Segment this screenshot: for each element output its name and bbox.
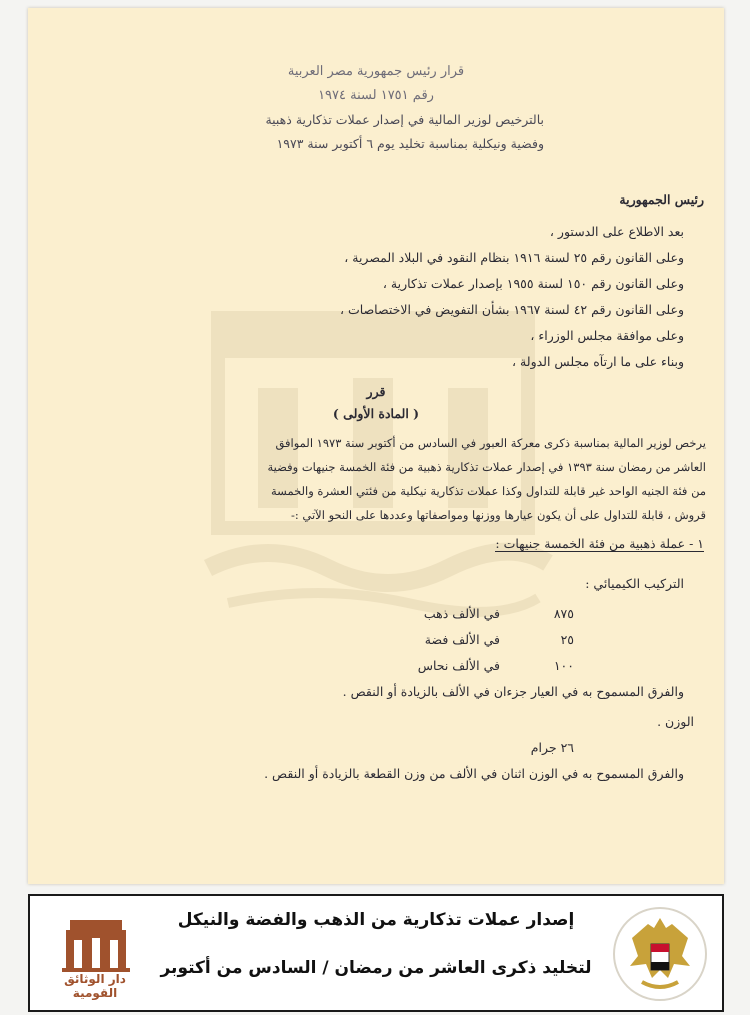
- preamble-line: وبناء على ما ارتآه مجلس الدولة ،: [512, 354, 684, 369]
- preamble-line: وعلى القانون رقم ٤٢ لسنة ١٩٦٧ بشأن التفويض في الاختصاصات ،: [339, 302, 684, 317]
- composition-text: في الألف فضة: [424, 632, 501, 647]
- tolerance-text: والفرق المسموح به في العيار جزءان في الألف بالزيادة أو النقص .: [342, 684, 684, 699]
- weight-label: الوزن .: [657, 714, 694, 729]
- composition-row: [28, 658, 574, 673]
- decree-subject-line2: وفضية ونيكلية بمناسبة تخليد يوم ٦ أكتوبر سنة ١٩٧٣: [276, 136, 544, 151]
- archive-name: دار الوثائق القومية: [64, 972, 126, 1000]
- decision-heading: قرر: [366, 384, 386, 399]
- composition-text: في الألف ذهب: [423, 606, 501, 621]
- composition-row: [28, 606, 574, 621]
- preamble-line: وعلى القانون رقم ٢٥ لسنة ١٩١٦ بنظام النقود في البلاد المصرية ،: [344, 250, 684, 265]
- article-line: يرخص لوزير المالية بمناسبة ذكرى معركة العبور في السادس من أكتوبر سنة ١٩٧٣ الموافق: [275, 436, 706, 450]
- article-line: العاشر من رمضان سنة ١٣٩٣ في إصدار عملات تذكارية ذهبية من فئة الخمسة جنيهات وفضية: [267, 460, 706, 474]
- decree-issuer: قرار رئيس جمهورية مصر العربية: [287, 64, 465, 79]
- article-line: قروش ، قابلة للتداول على أن يكون عيارها ووزنها ومواصفاتها وعددها على النحو الآتي :-: [290, 508, 706, 522]
- gold-coin-heading: ١ - عملة ذهبية من فئة الخمسة جنيهات :: [495, 536, 704, 551]
- composition-value: ٨٧٥: [553, 606, 574, 621]
- preamble-line: بعد الاطلاع على الدستور ،: [549, 224, 684, 239]
- composition-text: في الألف نحاس: [417, 658, 501, 673]
- document-page: [28, 8, 724, 884]
- weight-tolerance: والفرق المسموح به في الوزن اثنان في الألف من وزن القطعة بالزيادة أو النقص .: [264, 766, 684, 781]
- president-heading: رئيس الجمهورية: [619, 192, 704, 207]
- item-heading: [28, 536, 704, 551]
- composition-value: ١٠٠: [553, 658, 574, 673]
- article-line: من فئة الجنيه الواحد غير قابلة للتداول وكذا عملات تذكارية نيكلية من فئتي العشرة والخمسة: [271, 484, 706, 498]
- egypt-eagle-emblem-icon: [608, 904, 712, 1004]
- footer-title-line2: لتخليد ذكرى العاشر من رمضان / السادس من أكتوبر: [160, 958, 592, 978]
- composition-label: التركيب الكيميائي :: [585, 576, 684, 591]
- decree-subject-line1: بالترخيص لوزير المالية في إصدار عملات تذكارية ذهبية: [265, 112, 544, 127]
- footer-banner: [28, 894, 724, 1012]
- decree-number: رقم ١٧٥١ لسنة ١٩٧٤: [318, 88, 434, 103]
- footer-title-line1: إصدار عملات تذكارية من الذهب والفضة والنيكل: [177, 910, 575, 930]
- article-title: ( المادة الأولى ): [332, 406, 420, 421]
- preamble-line: وعلى القانون رقم ١٥٠ لسنة ١٩٥٥ بإصدار عملات تذكارية ،: [382, 276, 684, 291]
- preamble-line: وعلى موافقة مجلس الوزراء ،: [530, 328, 684, 343]
- composition-value: ٢٥: [560, 632, 574, 647]
- composition-row: [28, 632, 574, 647]
- weight-value: ٢٦ جرام: [530, 740, 574, 755]
